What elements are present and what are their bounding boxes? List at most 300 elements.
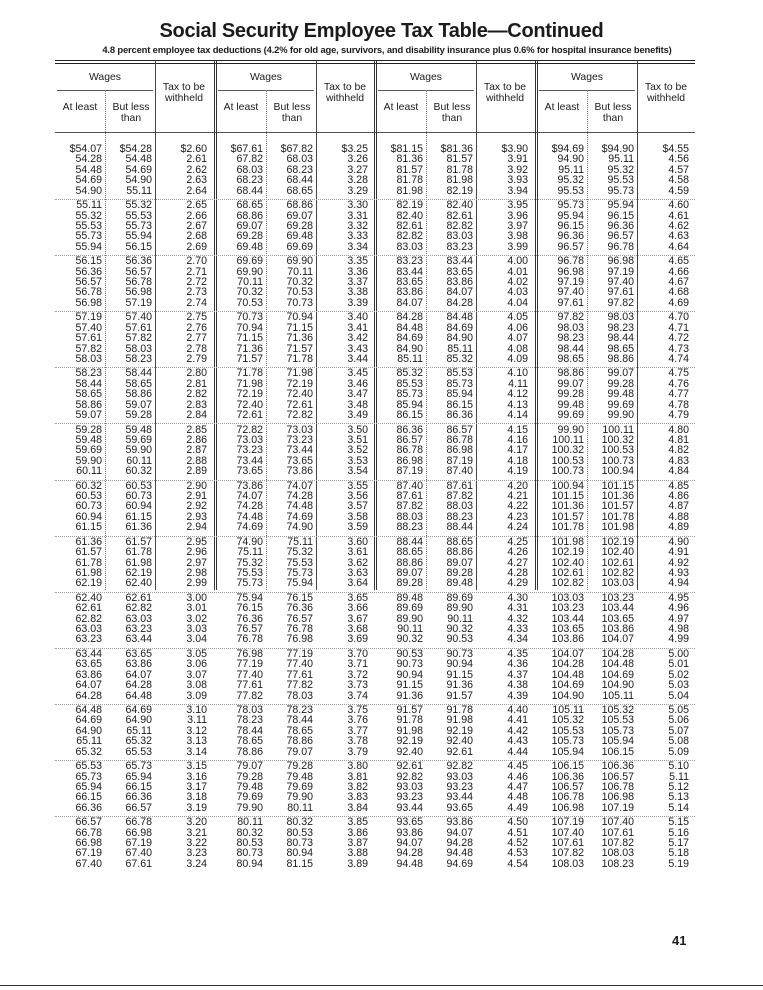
table-cell: 92.40 (396, 745, 423, 758)
table-cell: 60.53 (125, 479, 152, 492)
table-cell: 77.19 (236, 658, 263, 671)
table-cell: 95.53 (557, 184, 584, 197)
table-cell: 69.90 (236, 265, 263, 278)
table-cell: 85.11 (397, 352, 423, 365)
table-cell: 90.32 (396, 633, 423, 646)
table-cell: 4.42 (507, 724, 528, 737)
table-cell: 4.46 (507, 770, 528, 783)
table-cell: 55.94 (75, 240, 102, 253)
table-cell: 3.48 (347, 398, 368, 411)
table-cell: 82.82 (396, 230, 423, 243)
table-cell: 96.36 (557, 230, 584, 243)
table-cell: 79.48 (286, 770, 313, 783)
but-less-than-header: But less than (594, 102, 632, 124)
table-cell: 3.44 (347, 352, 368, 365)
table-cell: 94.28 (396, 847, 423, 860)
table-cell: 89.48 (396, 591, 423, 604)
table-cell: 60.11 (126, 454, 152, 467)
table-cell: 2.93 (186, 510, 207, 523)
table-cell: 2.72 (186, 276, 207, 288)
table-cell: 4.29 (507, 577, 528, 590)
table-cell: 3.49 (347, 409, 368, 421)
table-cell: 73.86 (286, 465, 313, 478)
table-cell: 89.07 (396, 566, 423, 579)
table-cell: 3.13 (186, 735, 207, 748)
table-cell: 5.15 (668, 816, 689, 829)
table-cell: 56.98 (125, 286, 152, 299)
table-cell: 2.88 (186, 454, 207, 467)
table-cell: 4.64 (668, 240, 689, 253)
table-cell: 101.78 (601, 510, 634, 523)
table-cell: 3.45 (347, 367, 368, 380)
table-cell: 71.15 (286, 321, 313, 334)
table-cell: 72.40 (236, 398, 263, 411)
table-cell: 3.73 (347, 679, 368, 692)
table-cell: 54.28 (75, 153, 102, 166)
table-cell: 93.03 (446, 770, 473, 783)
table-cell: 76.98 (236, 647, 263, 660)
table-cell: 2.89 (186, 465, 207, 478)
table-cell: 4.94 (668, 577, 689, 590)
table-cell: 96.15 (557, 219, 584, 232)
table-cell: 67.40 (75, 857, 102, 870)
table-cell: 3.65 (347, 591, 368, 604)
table-cell: 88.44 (446, 521, 473, 534)
table-cell: 83.86 (396, 286, 423, 299)
table-cell: 3.54 (347, 465, 368, 478)
table-cell: 65.73 (75, 770, 102, 783)
table-cell: 65.32 (125, 735, 152, 748)
table-cell: 75.53 (236, 566, 263, 579)
table-cell: 86.57 (396, 433, 423, 446)
table-cell: 3.74 (347, 689, 368, 702)
table-cell: 3.81 (347, 770, 368, 783)
table-cell: 66.15 (75, 791, 102, 804)
table-cell: 3.50 (347, 423, 368, 436)
table-cell: 58.86 (75, 398, 102, 411)
table-cell: 69.48 (236, 240, 263, 253)
table-cell: 98.65 (607, 342, 634, 355)
table-cell: 66.36 (125, 791, 152, 804)
table-cell: 71.78 (286, 352, 313, 365)
table-cell: 99.07 (607, 367, 634, 380)
table-cell: 73.65 (286, 454, 313, 467)
table-cell: 94.07 (446, 826, 473, 839)
table-cell: 70.94 (286, 311, 313, 324)
table-cell: 92.61 (446, 745, 473, 758)
table-cell: 98.23 (607, 321, 634, 334)
table-cell: 86.15 (446, 398, 473, 411)
table-cell: 80.32 (236, 826, 263, 839)
table-cell: 5.04 (668, 689, 689, 702)
table-cell: 4.91 (668, 546, 689, 559)
table-cell: 3.19 (186, 801, 207, 814)
column-divider (426, 90, 427, 590)
page-number: 41 (672, 933, 687, 948)
table-cell: 98.86 (557, 367, 584, 380)
table-cell: 105.11 (602, 689, 634, 702)
group-separator (55, 816, 695, 817)
table-cell: 103.44 (601, 602, 634, 615)
table-cell: 4.76 (668, 377, 689, 390)
column-divider (155, 60, 156, 590)
but-less-than-header: But less than (433, 102, 471, 124)
table-cell: 58.86 (125, 388, 152, 401)
table-cell: 75.32 (286, 546, 313, 559)
table-cell: 84.90 (396, 342, 423, 355)
table-cell: 61.15 (75, 521, 102, 534)
table-cell: 71.78 (236, 367, 263, 380)
table-cell: 73.86 (236, 479, 263, 492)
table-cell: 78.65 (286, 724, 313, 737)
table-cell: 93.23 (446, 780, 473, 793)
table-cell: 3.85 (347, 816, 368, 829)
table-cell: 4.24 (507, 521, 528, 534)
table-cell: 5.17 (668, 837, 689, 849)
table-cell: 107.19 (601, 801, 634, 814)
table-cell: 71.57 (236, 352, 263, 365)
table-cell: 76.15 (286, 591, 313, 604)
table-cell: 86.15 (396, 409, 423, 421)
table-cell: 3.34 (347, 240, 368, 253)
group-separator (55, 536, 695, 537)
table-cell: 55.94 (125, 230, 152, 243)
table-cell: 96.98 (607, 255, 634, 268)
group-separator (55, 255, 695, 256)
table-cell: 86.36 (446, 409, 473, 421)
table-cell: 3.58 (347, 510, 368, 523)
table-cell: 3.47 (347, 388, 368, 401)
table-cell: 2.84 (186, 409, 207, 421)
table-cell: 91.36 (396, 689, 423, 702)
table-cell: 88.03 (446, 500, 473, 513)
table-cell: 57.61 (125, 321, 152, 334)
table-cell: 58.23 (75, 367, 102, 380)
table-cell: 106.57 (601, 770, 634, 783)
table-cell: 4.21 (507, 490, 528, 502)
table-cell: 79.90 (286, 791, 313, 804)
table-cell: 66.98 (75, 837, 102, 849)
table-cell: 80.11 (237, 816, 263, 829)
table-cell: 3.15 (186, 760, 207, 773)
table-cell: 72.61 (236, 409, 263, 421)
table-cell: 75.11 (237, 546, 263, 559)
table-cell: 89.28 (396, 577, 423, 590)
table-cell: 91.78 (446, 704, 473, 716)
table-cell: 60.94 (75, 510, 102, 523)
table-cell: 3.57 (347, 500, 368, 513)
table-cell: 104.28 (601, 647, 634, 660)
table-cell: 57.40 (125, 311, 152, 324)
table-cell: 59.69 (125, 433, 152, 446)
table-cell: 88.44 (396, 535, 423, 548)
table-cell: 3.92 (507, 163, 528, 176)
table-cell: 5.03 (668, 679, 689, 692)
table-cell: 107.82 (601, 837, 634, 849)
table-cell: 82.19 (396, 199, 423, 212)
table-cell: 90.73 (396, 658, 423, 671)
table-cell: 4.27 (507, 556, 528, 569)
table-cell: 3.31 (347, 209, 368, 222)
table-cell: 61.15 (125, 510, 152, 523)
table-cell: 105.53 (601, 714, 634, 727)
table-cell: 3.59 (347, 521, 368, 534)
column-divider (587, 90, 588, 590)
table-cell: 3.71 (347, 658, 368, 671)
table-cell: 92.61 (396, 760, 423, 773)
table-cell: 78.44 (236, 724, 263, 737)
table-cell: 2.69 (186, 240, 207, 253)
table-cell: 106.98 (601, 791, 634, 804)
table-cell: 3.80 (347, 760, 368, 773)
table-cell: 94.69 (446, 857, 473, 870)
table-cell: 94.90 (557, 153, 584, 166)
table-cell: 71.36 (286, 332, 313, 345)
table-cell: 64.28 (125, 679, 152, 692)
table-cell: 92.19 (396, 735, 423, 748)
table-cell: 59.48 (125, 423, 152, 436)
table-cell: 85.11 (447, 342, 473, 355)
table-cell: 55.32 (125, 199, 152, 212)
table-cell: 63.23 (125, 623, 152, 635)
table-cell: 108.03 (601, 847, 634, 860)
table-cell: 63.23 (75, 633, 102, 646)
table-cell: 100.11 (602, 423, 634, 436)
table-cell: 90.53 (446, 633, 473, 646)
table-cell: 96.98 (557, 265, 584, 278)
table-cell: 4.02 (507, 276, 528, 288)
table-cell: 83.44 (446, 255, 473, 268)
table-cell: 4.35 (507, 647, 528, 660)
table-cell: 105.53 (551, 724, 584, 737)
table-cell: 3.61 (347, 546, 368, 559)
table-cell: 66.15 (125, 780, 152, 793)
table-cell: 97.82 (557, 311, 584, 324)
table-cell: 62.61 (75, 602, 102, 615)
table-cell: 4.04 (507, 296, 528, 309)
column-divider (266, 90, 267, 590)
table-cell: 3.04 (186, 633, 207, 646)
table-cell: 4.74 (668, 352, 689, 365)
table-cell: 3.42 (347, 332, 368, 345)
table-cell: 4.28 (507, 566, 528, 579)
table-cell: 97.61 (607, 286, 634, 299)
table-cell: 100.32 (551, 444, 584, 457)
table-cell: 3.24 (186, 857, 207, 870)
table-cell: 4.85 (668, 479, 689, 492)
table-cell: 4.30 (507, 591, 528, 604)
table-cell: 77.40 (236, 668, 263, 681)
table-cell: 3.29 (347, 184, 368, 197)
table-cell: 107.61 (551, 837, 584, 849)
table-cell: 107.19 (551, 816, 584, 829)
table-cell: 69.90 (286, 255, 313, 268)
table-cell: 70.53 (286, 286, 313, 299)
table-cell: 107.40 (601, 816, 634, 829)
table-cell: 5.12 (668, 780, 689, 793)
table-cell: 104.48 (601, 658, 634, 671)
table-cell: 3.99 (507, 240, 528, 253)
table-cell: 2.80 (186, 367, 207, 380)
table-cell: 70.53 (236, 296, 263, 309)
table-cell: 72.61 (286, 398, 313, 411)
table-cell: 3.56 (347, 490, 368, 502)
group-separator (55, 704, 695, 705)
table-cell: 55.73 (75, 230, 102, 243)
table-cell: 2.62 (186, 163, 207, 176)
table-cell: 65.94 (125, 770, 152, 783)
table-cell: 5.07 (668, 724, 689, 737)
table-cell: 59.90 (125, 444, 152, 457)
table-cell: 73.03 (236, 433, 263, 446)
table-cell: 3.89 (347, 857, 368, 870)
table-cell: 4.17 (507, 444, 528, 457)
table-cell: 64.69 (75, 714, 102, 727)
table-cell: 89.90 (446, 602, 473, 615)
table-cell: 2.85 (186, 423, 207, 436)
table-cell: 61.78 (125, 546, 152, 559)
table-cell: 105.11 (552, 704, 584, 716)
table-cell: 5.10 (668, 760, 689, 773)
table-cell: 3.95 (507, 199, 528, 212)
table-cell: 83.65 (446, 265, 473, 278)
table-cell: 93.44 (396, 801, 423, 814)
column-divider (637, 60, 638, 590)
table-cell: $67.61 (230, 143, 263, 155)
table-cell: 99.90 (607, 409, 634, 421)
table-cell: 99.28 (557, 388, 584, 401)
table-cell: 2.82 (186, 388, 207, 401)
table-cell: 69.28 (286, 219, 313, 232)
table-cell: 75.94 (286, 577, 313, 590)
table-cell: 93.65 (396, 816, 423, 829)
table-cell: 66.57 (75, 816, 102, 829)
table-cell: 78.44 (286, 714, 313, 727)
at-least-header: At least (383, 102, 419, 113)
table-cell: 62.40 (75, 591, 102, 604)
table-cell: 70.73 (286, 296, 313, 309)
table-cell: 61.57 (125, 535, 152, 548)
table-cell: 4.54 (507, 857, 528, 870)
table-cell: 97.19 (557, 276, 584, 288)
table-cell: 100.11 (552, 433, 584, 446)
table-cell: 3.23 (186, 847, 207, 860)
table-cell: 3.78 (347, 735, 368, 748)
table-cell: 4.47 (507, 780, 528, 793)
table-cell: 70.94 (236, 321, 263, 334)
table-cell: 67.40 (125, 847, 152, 860)
table-cell: 3.08 (186, 679, 207, 692)
table-cell: 4.66 (668, 265, 689, 278)
table-cell: $4.55 (662, 143, 689, 155)
table-cell: 76.78 (236, 633, 263, 646)
table-cell: 66.36 (75, 801, 102, 814)
table-cell: 87.19 (446, 454, 473, 467)
table-cell: 81.98 (446, 174, 473, 187)
table-cell: 105.94 (551, 745, 584, 758)
table-cell: 2.97 (186, 556, 207, 569)
group-separator (55, 648, 695, 649)
table-cell: 89.48 (446, 577, 473, 590)
table-cell: 55.73 (125, 219, 152, 232)
table-cell: 97.40 (607, 276, 634, 288)
table-cell: 75.73 (286, 566, 313, 579)
table-cell: 79.28 (236, 770, 263, 783)
table-cell: 4.79 (668, 409, 689, 421)
table-cell: 3.87 (347, 837, 368, 849)
table-cell: 104.48 (551, 668, 584, 681)
table-cell: 4.41 (507, 714, 528, 727)
table-cell: 4.75 (668, 367, 689, 380)
table-cell: 2.74 (186, 296, 207, 309)
table-cell: 2.94 (186, 521, 207, 534)
table-cell: 65.73 (125, 760, 152, 773)
table-cell: 78.23 (236, 714, 263, 727)
table-cell: 85.73 (396, 388, 423, 401)
table-cell: 56.36 (75, 265, 102, 278)
table-cell: 69.28 (236, 230, 263, 243)
table-cell: 76.57 (236, 623, 263, 635)
table-cell: 80.73 (286, 837, 313, 849)
table-cell: 85.94 (446, 388, 473, 401)
table-cell: 82.40 (446, 199, 473, 212)
table-cell: 63.65 (125, 647, 152, 660)
table-cell: 3.75 (347, 704, 368, 716)
table-cell: 67.19 (75, 847, 102, 860)
table-cell: 100.94 (551, 479, 584, 492)
but-less-than-header: But less than (112, 102, 150, 124)
group-separator (55, 592, 695, 593)
table-cell: 61.36 (75, 535, 102, 548)
table-cell: 98.65 (557, 352, 584, 365)
table-cell: 4.58 (668, 174, 689, 187)
table-cell: 79.90 (236, 801, 263, 814)
table-cell: 63.03 (75, 623, 102, 635)
table-cell: 64.07 (75, 679, 102, 692)
table-cell: 4.40 (507, 704, 528, 716)
table-cell: 3.00 (186, 591, 207, 604)
column-divider (105, 90, 106, 590)
table-cell: 106.57 (551, 780, 584, 793)
table-cell: 60.53 (75, 490, 102, 502)
table-cell: 3.26 (347, 153, 368, 166)
table-cell: 63.86 (75, 668, 102, 681)
table-cell: 88.23 (396, 521, 423, 534)
table-cell: 90.11 (397, 623, 423, 635)
table-cell: 2.61 (186, 153, 207, 166)
table-cell: 90.11 (447, 612, 473, 625)
table-cell: 4.89 (668, 521, 689, 534)
table-cell: 2.95 (186, 535, 207, 548)
table-cell: 103.65 (551, 623, 584, 635)
table-cell: 4.44 (507, 745, 528, 758)
table-cell: 105.73 (551, 735, 584, 748)
table-cell: 103.44 (551, 612, 584, 625)
table-cell: 55.11 (126, 184, 152, 197)
table-cell: 69.07 (286, 209, 313, 222)
group-separator (55, 367, 695, 368)
table-cell: 4.68 (668, 286, 689, 299)
table-cell: 96.57 (557, 240, 584, 253)
table-cell: 62.82 (75, 612, 102, 625)
table-cell: 3.43 (347, 342, 368, 355)
table-cell: 89.28 (446, 566, 473, 579)
table-cell: 58.44 (125, 367, 152, 380)
table-cell: 74.28 (286, 490, 313, 502)
table-cell: 108.03 (551, 857, 584, 870)
table-cell: 104.90 (601, 679, 634, 692)
table-cell: 99.90 (557, 423, 584, 436)
